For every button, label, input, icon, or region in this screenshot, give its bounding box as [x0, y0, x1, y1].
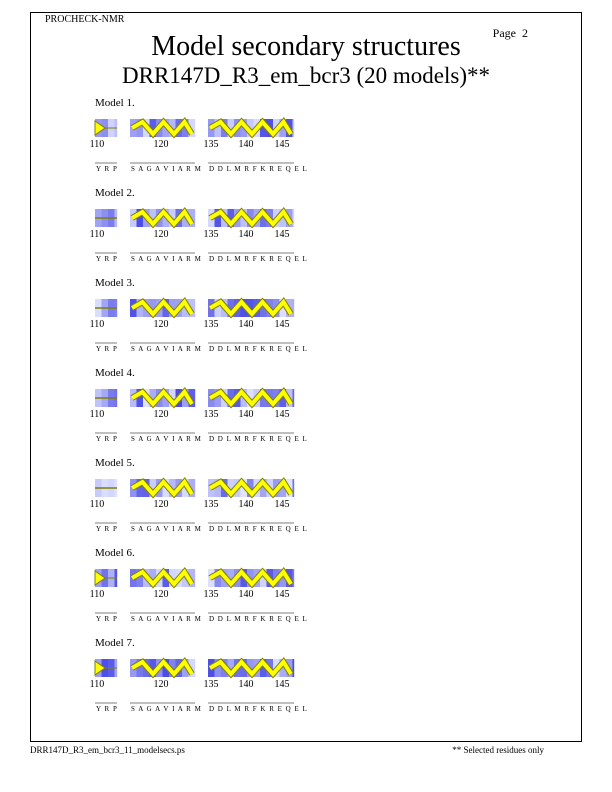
- residue-tick-label: 120: [153, 499, 169, 510]
- page-number: Page 2: [492, 26, 528, 40]
- residue-tick-label: 135: [203, 319, 219, 330]
- page-title: Model secondary structures: [151, 31, 461, 62]
- residue-tick-label: 120: [153, 229, 169, 240]
- sequence-residues: D D L M R F K R E Q E L: [209, 525, 308, 533]
- residue-tick-label: 110: [89, 319, 105, 330]
- residue-shade-cell: [293, 659, 295, 677]
- model-label: Model 6.: [95, 547, 135, 559]
- sequence-residues: S A G A V I A R M: [131, 615, 202, 623]
- residue-tick-label: 110: [89, 679, 105, 690]
- model-label: Model 2.: [95, 187, 135, 199]
- residue-tick-label: 110: [89, 499, 105, 510]
- residue-shade-cell: [293, 299, 295, 317]
- model-label: Model 5.: [95, 457, 135, 469]
- residue-tick-label: 135: [203, 139, 219, 150]
- sequence-residues: D D L M R F K R E Q E L: [209, 255, 308, 263]
- sequence-residues: S A G A V I A R M: [131, 435, 202, 443]
- model-label: Model 4.: [95, 367, 135, 379]
- sequence-residues: D D L M R F K R E Q E L: [209, 435, 308, 443]
- sequence-residues: D D L M R F K R E Q E L: [209, 615, 308, 623]
- sequence-residues: Y R P: [96, 435, 118, 443]
- residue-shade-cell: [293, 389, 295, 407]
- residue-shade-cell: [293, 479, 295, 497]
- residue-tick-label: 110: [89, 229, 105, 240]
- residue-tick-label: 135: [203, 409, 219, 420]
- residue-tick-label: 110: [89, 139, 105, 150]
- residue-tick-label: 140: [238, 679, 254, 690]
- residue-tick-label: 110: [89, 589, 105, 600]
- residue-tick-label: 145: [274, 229, 290, 240]
- residue-tick-label: 140: [238, 229, 254, 240]
- sequence-residues: Y R P: [96, 165, 118, 173]
- sequence-residues: D D L M R F K R E Q E L: [209, 165, 308, 173]
- residue-tick-label: 140: [238, 589, 254, 600]
- residue-tick-label: 145: [274, 319, 290, 330]
- sequence-residues: S A G A V I A R M: [131, 165, 202, 173]
- residue-tick-label: 120: [153, 139, 169, 150]
- residue-tick-label: 135: [203, 679, 219, 690]
- residue-tick-label: 120: [153, 319, 169, 330]
- model-label: Model 7.: [95, 637, 135, 649]
- residue-tick-label: 145: [274, 139, 290, 150]
- sequence-residues: Y R P: [96, 345, 118, 353]
- model-label: Model 3.: [95, 277, 135, 289]
- sequence-residues: Y R P: [96, 255, 118, 263]
- sequence-residues: Y R P: [96, 705, 118, 713]
- sequence-residues: D D L M R F K R E Q E L: [209, 705, 308, 713]
- residue-tick-label: 145: [274, 499, 290, 510]
- residue-tick-label: 145: [274, 589, 290, 600]
- residue-tick-label: 140: [238, 139, 254, 150]
- residue-shade-cell: [293, 119, 295, 137]
- sequence-residues: D D L M R F K R E Q E L: [209, 345, 308, 353]
- footer-filename: DRR147D_R3_em_bcr3_11_modelsecs.ps: [30, 745, 185, 755]
- sequence-residues: Y R P: [96, 615, 118, 623]
- program-name: PROCHECK-NMR: [45, 14, 125, 25]
- residue-tick-label: 145: [274, 679, 290, 690]
- page-subtitle: DRR147D_R3_em_bcr3 (20 models)**: [122, 63, 490, 88]
- residue-tick-label: 120: [153, 589, 169, 600]
- sequence-residues: S A G A V I A R M: [131, 345, 202, 353]
- residue-tick-label: 145: [274, 409, 290, 420]
- residue-tick-label: 135: [203, 499, 219, 510]
- residue-tick-label: 140: [238, 499, 254, 510]
- residue-tick-label: 140: [238, 409, 254, 420]
- residue-tick-label: 135: [203, 229, 219, 240]
- residue-tick-label: 120: [153, 409, 169, 420]
- residue-tick-label: 135: [203, 589, 219, 600]
- residue-shade-cell: [293, 209, 295, 227]
- sequence-residues: S A G A V I A R M: [131, 255, 202, 263]
- sequence-residues: S A G A V I A R M: [131, 525, 202, 533]
- sequence-residues: S A G A V I A R M: [131, 705, 202, 713]
- model-label: Model 1.: [95, 97, 135, 109]
- residue-shade-cell: [293, 569, 295, 587]
- footer-note: ** Selected residues only: [452, 745, 544, 755]
- residue-tick-label: 120: [153, 679, 169, 690]
- residue-tick-label: 140: [238, 319, 254, 330]
- sequence-residues: Y R P: [96, 525, 118, 533]
- residue-tick-label: 110: [89, 409, 105, 420]
